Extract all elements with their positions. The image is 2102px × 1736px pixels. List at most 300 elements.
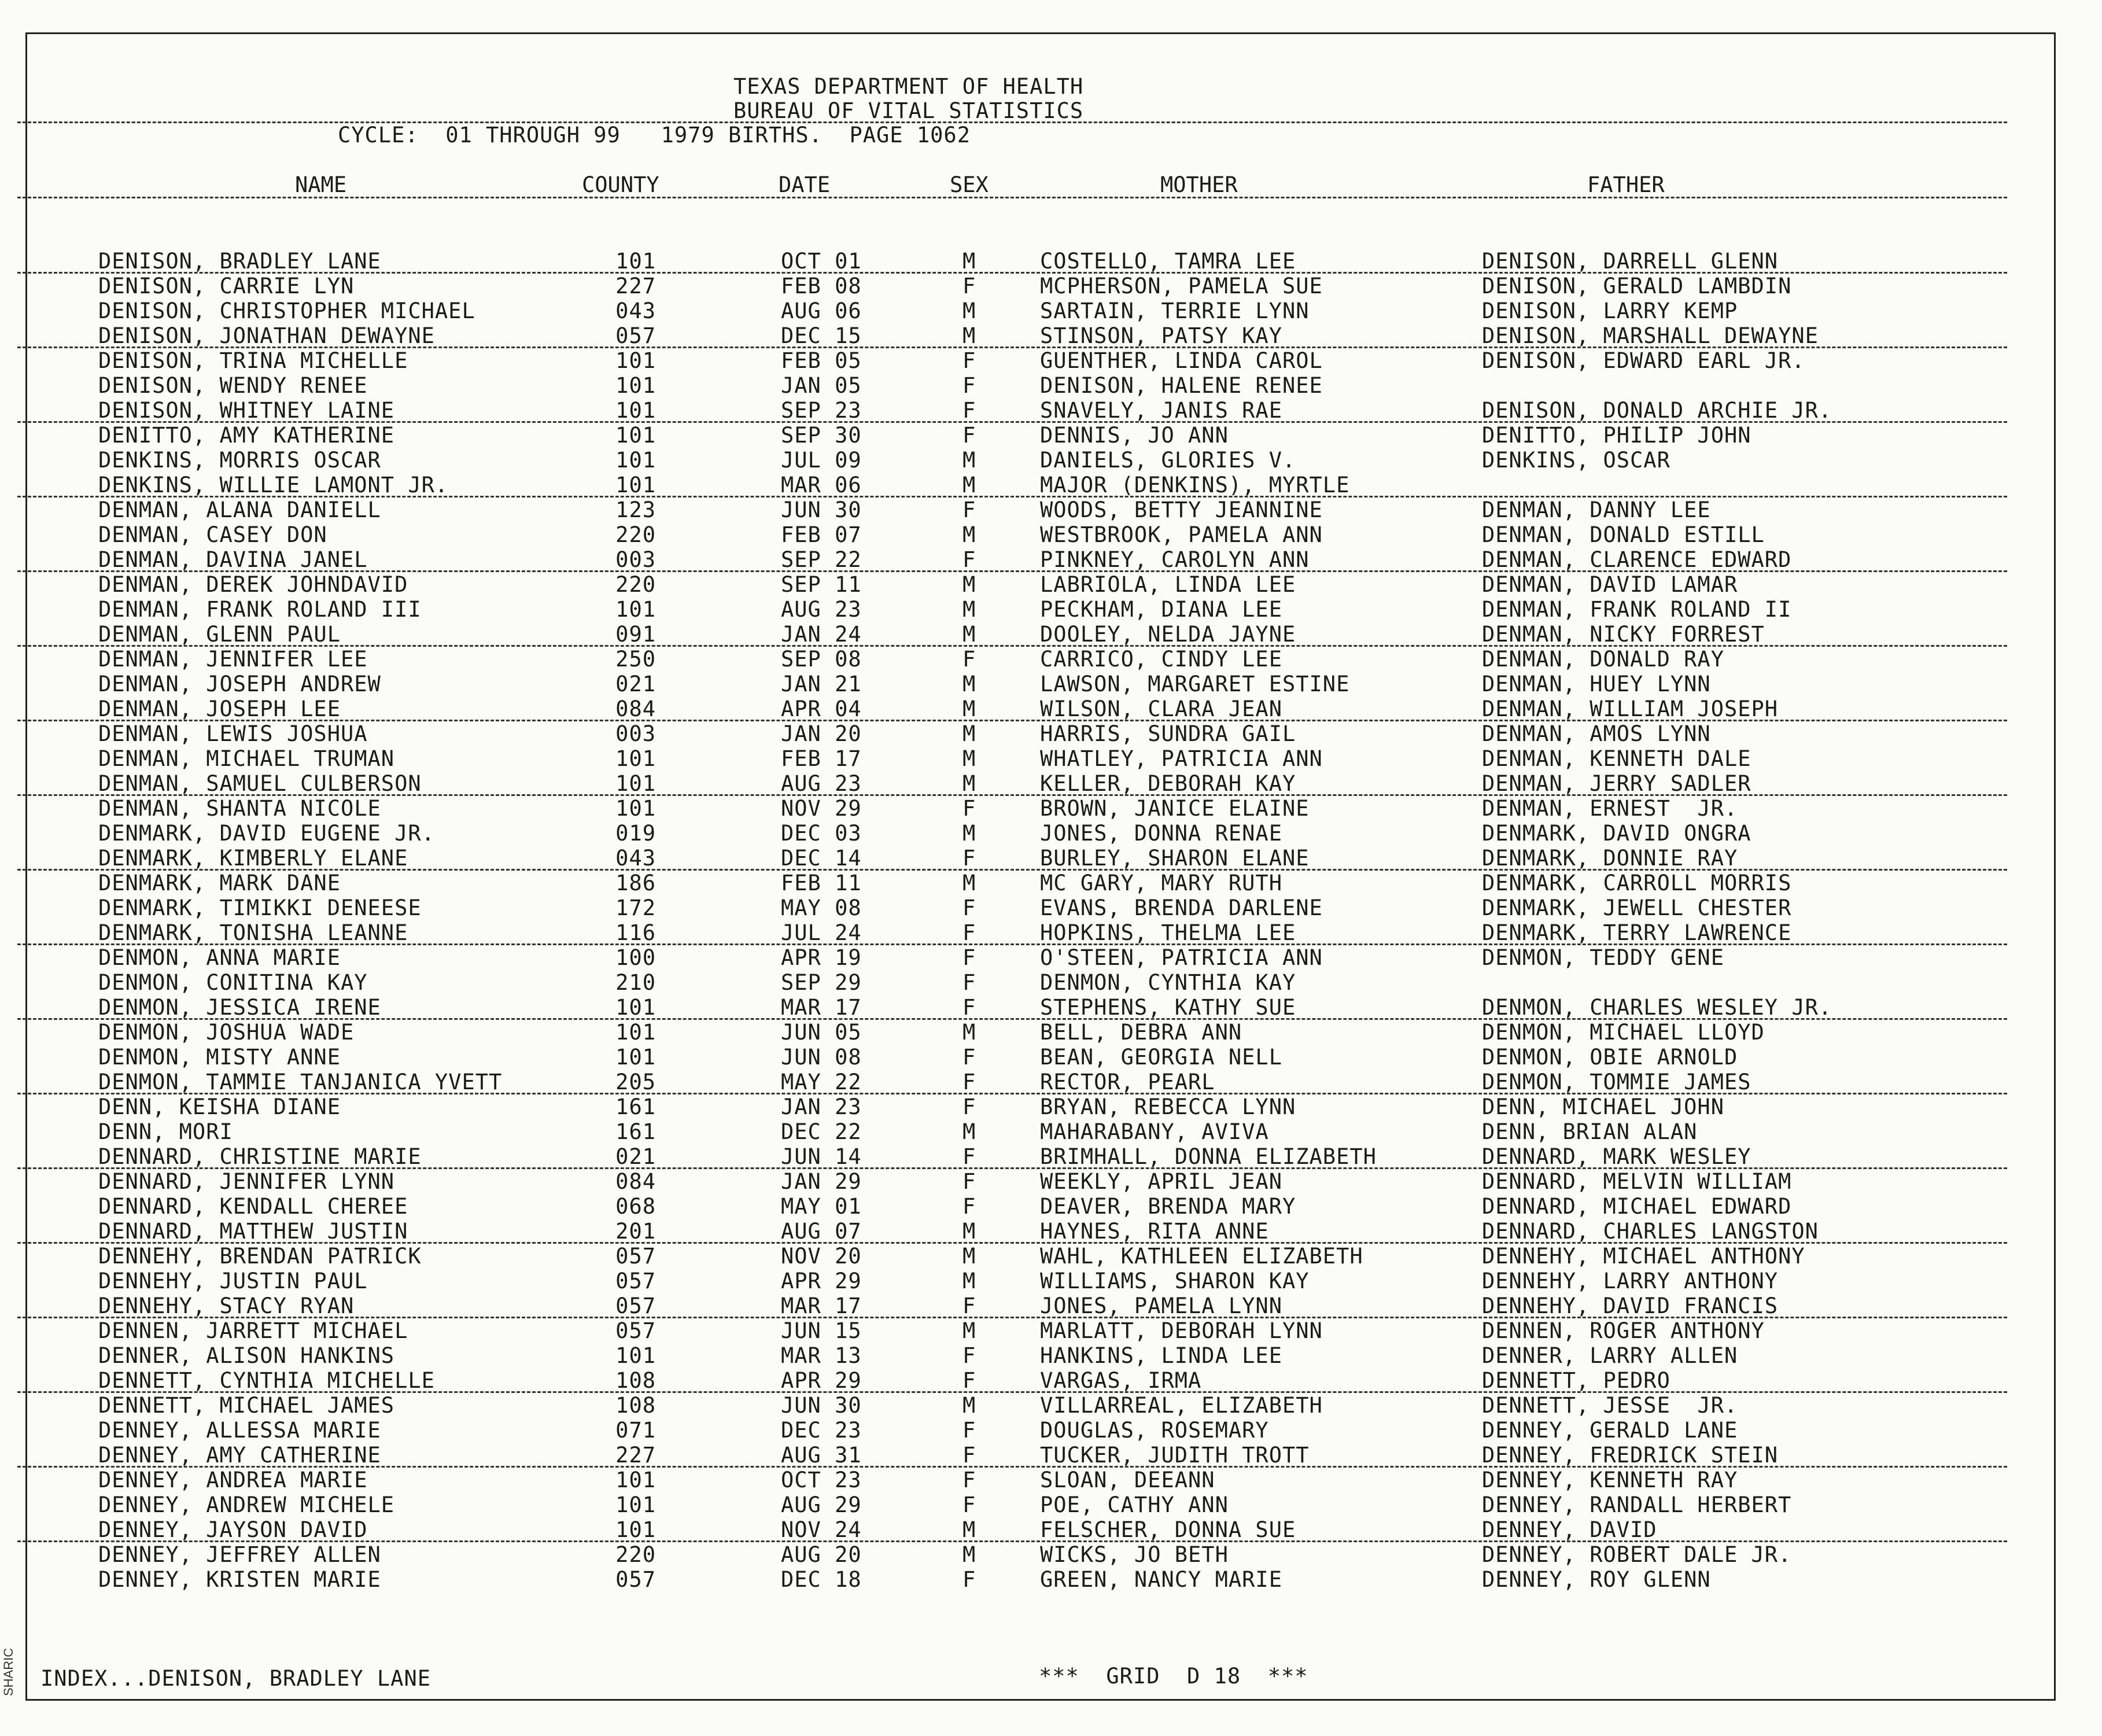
cell-father: DENNEY, GERALD LANE bbox=[1482, 1418, 1738, 1443]
cell-mother: DOUGLAS, ROSEMARY bbox=[1040, 1418, 1269, 1443]
cell-date: SEP 29 bbox=[781, 970, 862, 995]
cell-father: DENNER, LARRY ALLEN bbox=[1482, 1343, 1738, 1368]
table-row bbox=[0, 597, 2024, 622]
column-header-name: NAME bbox=[295, 172, 347, 197]
cell-father: DENISON, MARSHALL DEWAYNE bbox=[1482, 323, 1819, 348]
cell-county: 227 bbox=[615, 274, 656, 298]
cell-name: DENN, KEISHA DIANE bbox=[98, 1094, 341, 1119]
cell-mother: JONES, PAMELA LYNN bbox=[1040, 1293, 1282, 1318]
cell-county: 220 bbox=[615, 1542, 656, 1567]
cell-sex: M bbox=[963, 1244, 976, 1269]
cell-name: DENNEY, AMY CATHERINE bbox=[98, 1443, 381, 1468]
cell-mother: SLOAN, DEEANN bbox=[1040, 1468, 1215, 1492]
cell-sex: F bbox=[963, 274, 976, 298]
table-row bbox=[0, 1318, 2024, 1343]
cell-date: NOV 29 bbox=[781, 796, 862, 821]
cell-mother: SNAVELY, JANIS RAE bbox=[1040, 398, 1282, 423]
cell-father: DENNEY, ROBERT DALE JR. bbox=[1482, 1542, 1792, 1567]
cell-father: DENMARK, TERRY LAWRENCE bbox=[1482, 920, 1792, 945]
cell-name: DENNEHY, STACY RYAN bbox=[98, 1293, 355, 1318]
table-row bbox=[0, 1443, 2024, 1468]
cell-county: 101 bbox=[615, 373, 656, 398]
cell-date: AUG 20 bbox=[781, 1542, 862, 1567]
column-header-mother: MOTHER bbox=[1160, 172, 1238, 197]
table-row bbox=[0, 1094, 2024, 1119]
cell-father: DENNEN, ROGER ANTHONY bbox=[1482, 1318, 1765, 1343]
cell-sex: M bbox=[963, 597, 976, 622]
cell-sex: F bbox=[963, 1567, 976, 1592]
cell-county: 101 bbox=[615, 1468, 656, 1492]
table-row bbox=[0, 1368, 2024, 1393]
cell-mother: WOODS, BETTY JEANNINE bbox=[1040, 497, 1323, 522]
cell-sex: F bbox=[963, 1293, 976, 1318]
table-row bbox=[0, 647, 2024, 672]
cell-date: DEC 18 bbox=[781, 1567, 862, 1592]
margin-stamp: SHARIC bbox=[1, 1647, 16, 1696]
cell-name: DENMARK, MARK DANE bbox=[98, 871, 341, 895]
table-row bbox=[0, 895, 2024, 920]
cell-father: DENISON, DONALD ARCHIE JR. bbox=[1482, 398, 1832, 423]
cell-date: JUN 08 bbox=[781, 1045, 862, 1070]
table-row bbox=[0, 696, 2024, 721]
table-row bbox=[0, 1293, 2024, 1318]
cell-name: DENNEY, KRISTEN MARIE bbox=[98, 1567, 381, 1592]
cell-sex: M bbox=[963, 672, 976, 696]
cell-date: AUG 06 bbox=[781, 298, 862, 323]
cell-date: MAY 01 bbox=[781, 1194, 862, 1219]
table-row bbox=[0, 796, 2024, 821]
table-row bbox=[0, 572, 2024, 597]
cell-county: 101 bbox=[615, 746, 656, 771]
cell-county: 057 bbox=[615, 1293, 656, 1318]
table-row bbox=[0, 871, 2024, 895]
cell-date: FEB 08 bbox=[781, 274, 862, 298]
cell-mother: DENISON, HALENE RENEE bbox=[1040, 373, 1323, 398]
cell-date: JUN 14 bbox=[781, 1144, 862, 1169]
cell-mother: RECTOR, PEARL bbox=[1040, 1070, 1215, 1094]
cell-mother: HANKINS, LINDA LEE bbox=[1040, 1343, 1282, 1368]
cell-county: 101 bbox=[615, 1517, 656, 1542]
cell-name: DENNEY, JAYSON DAVID bbox=[98, 1517, 368, 1542]
cell-county: 101 bbox=[615, 423, 656, 448]
cell-date: MAR 13 bbox=[781, 1343, 862, 1368]
table-row bbox=[0, 448, 2024, 473]
cell-father: DENMAN, AMOS LYNN bbox=[1482, 721, 1711, 746]
report-cycle: CYCLE: 01 THROUGH 99 1979 BIRTHS. PAGE 1062 bbox=[338, 123, 971, 148]
cell-mother: MAJOR (DENKINS), MYRTLE bbox=[1040, 473, 1350, 497]
cell-sex: M bbox=[963, 323, 976, 348]
cell-date: SEP 30 bbox=[781, 423, 862, 448]
cell-sex: M bbox=[963, 448, 976, 473]
cell-name: DENMON, TAMMIE TANJANICA YVETT bbox=[98, 1070, 503, 1094]
cell-sex: M bbox=[963, 572, 976, 597]
cell-father: DENNEHY, DAVID FRANCIS bbox=[1482, 1293, 1779, 1318]
cell-sex: F bbox=[963, 945, 976, 970]
cell-name: DENNEY, ANDREA MARIE bbox=[98, 1468, 368, 1492]
cell-date: JUN 30 bbox=[781, 1393, 862, 1418]
cell-mother: KELLER, DEBORAH KAY bbox=[1040, 771, 1296, 796]
report-title-line2: BUREAU OF VITAL STATISTICS bbox=[733, 98, 1084, 123]
cell-sex: M bbox=[963, 298, 976, 323]
cell-date: AUG 07 bbox=[781, 1219, 862, 1244]
table-row bbox=[0, 1492, 2024, 1517]
cell-mother: VARGAS, IRMA bbox=[1040, 1368, 1202, 1393]
cell-mother: WAHL, KATHLEEN ELIZABETH bbox=[1040, 1244, 1363, 1269]
cell-name: DENNEHY, BRENDAN PATRICK bbox=[98, 1244, 422, 1269]
cell-name: DENN, MORI bbox=[98, 1119, 233, 1144]
cell-name: DENNEY, ALLESSA MARIE bbox=[98, 1418, 381, 1443]
cell-sex: F bbox=[963, 995, 976, 1020]
table-row bbox=[0, 274, 2024, 298]
table-row bbox=[0, 1169, 2024, 1194]
cell-name: DENNARD, CHRISTINE MARIE bbox=[98, 1144, 422, 1169]
cell-name: DENMON, ANNA MARIE bbox=[98, 945, 341, 970]
cell-mother: BROWN, JANICE ELAINE bbox=[1040, 796, 1310, 821]
cell-mother: JONES, DONNA RENAE bbox=[1040, 821, 1282, 846]
cell-mother: COSTELLO, TAMRA LEE bbox=[1040, 249, 1296, 274]
cell-county: 101 bbox=[615, 771, 656, 796]
cell-mother: BELL, DEBRA ANN bbox=[1040, 1020, 1242, 1045]
cell-mother: MC GARY, MARY RUTH bbox=[1040, 871, 1282, 895]
cell-father: DENMAN, HUEY LYNN bbox=[1482, 672, 1711, 696]
cell-name: DENITTO, AMY KATHERINE bbox=[98, 423, 395, 448]
cell-county: 043 bbox=[615, 846, 656, 871]
cell-father: DENMON, CHARLES WESLEY JR. bbox=[1482, 995, 1832, 1020]
cell-county: 250 bbox=[615, 647, 656, 672]
cell-father: DENMAN, DANNY LEE bbox=[1482, 497, 1711, 522]
cell-father: DENMARK, DAVID ONGRA bbox=[1482, 821, 1751, 846]
cell-sex: M bbox=[963, 1020, 976, 1045]
cell-county: 084 bbox=[615, 696, 656, 721]
cell-father: DENMON, TOMMIE JAMES bbox=[1482, 1070, 1751, 1094]
cell-name: DENNEY, ANDREW MICHELE bbox=[98, 1492, 395, 1517]
table-row bbox=[0, 1269, 2024, 1293]
cell-date: JAN 05 bbox=[781, 373, 862, 398]
table-row bbox=[0, 1343, 2024, 1368]
cell-sex: F bbox=[963, 1070, 976, 1094]
table-row bbox=[0, 497, 2024, 522]
cell-mother: MCPHERSON, PAMELA SUE bbox=[1040, 274, 1323, 298]
cell-name: DENISON, JONATHAN DEWAYNE bbox=[98, 323, 435, 348]
cell-name: DENMAN, DAVINA JANEL bbox=[98, 547, 368, 572]
table-row bbox=[0, 1517, 2024, 1542]
cell-father: DENMON, TEDDY GENE bbox=[1482, 945, 1724, 970]
cell-sex: M bbox=[963, 746, 976, 771]
cell-county: 057 bbox=[615, 1269, 656, 1293]
cell-sex: F bbox=[963, 920, 976, 945]
cell-mother: WEEKLY, APRIL JEAN bbox=[1040, 1169, 1282, 1194]
cell-father: DENISON, EDWARD EARL JR. bbox=[1482, 348, 1805, 373]
cell-father: DENISON, LARRY KEMP bbox=[1482, 298, 1738, 323]
cell-sex: M bbox=[963, 771, 976, 796]
cell-name: DENMON, JOSHUA WADE bbox=[98, 1020, 355, 1045]
cell-county: 101 bbox=[615, 1492, 656, 1517]
cell-name: DENKINS, WILLIE LAMONT JR. bbox=[98, 473, 449, 497]
cell-father: DENNEHY, LARRY ANTHONY bbox=[1482, 1269, 1779, 1293]
cell-father: DENISON, DARRELL GLENN bbox=[1482, 249, 1779, 274]
cell-date: DEC 14 bbox=[781, 846, 862, 871]
cell-sex: M bbox=[963, 696, 976, 721]
cell-name: DENMAN, LEWIS JOSHUA bbox=[98, 721, 368, 746]
table-row bbox=[0, 1194, 2024, 1219]
divider bbox=[17, 197, 2007, 198]
cell-name: DENMAN, GLENN PAUL bbox=[98, 622, 341, 647]
cell-mother: DEAVER, BRENDA MARY bbox=[1040, 1194, 1296, 1219]
cell-county: 084 bbox=[615, 1169, 656, 1194]
cell-name: DENMAN, SAMUEL CULBERSON bbox=[98, 771, 422, 796]
cell-father: DENMAN, DONALD ESTILL bbox=[1482, 522, 1765, 547]
cell-father: DENKINS, OSCAR bbox=[1482, 448, 1670, 473]
cell-sex: F bbox=[963, 1418, 976, 1443]
cell-county: 021 bbox=[615, 1144, 656, 1169]
cell-mother: O'STEEN, PATRICIA ANN bbox=[1040, 945, 1323, 970]
cell-mother: LABRIOLA, LINDA LEE bbox=[1040, 572, 1296, 597]
cell-name: DENKINS, MORRIS OSCAR bbox=[98, 448, 381, 473]
table-row bbox=[0, 1045, 2024, 1070]
cell-name: DENMAN, FRANK ROLAND III bbox=[98, 597, 422, 622]
cell-name: DENISON, WHITNEY LAINE bbox=[98, 398, 395, 423]
cell-sex: F bbox=[963, 846, 976, 871]
cell-county: 091 bbox=[615, 622, 656, 647]
cell-mother: MAHARABANY, AVIVA bbox=[1040, 1119, 1269, 1144]
cell-date: FEB 17 bbox=[781, 746, 862, 771]
cell-date: DEC 15 bbox=[781, 323, 862, 348]
cell-sex: F bbox=[963, 1144, 976, 1169]
cell-date: APR 19 bbox=[781, 945, 862, 970]
cell-name: DENISON, CARRIE LYN bbox=[98, 274, 355, 298]
cell-county: 101 bbox=[615, 249, 656, 274]
cell-father: DENNARD, CHARLES LANGSTON bbox=[1482, 1219, 1819, 1244]
cell-sex: F bbox=[963, 348, 976, 373]
cell-county: 019 bbox=[615, 821, 656, 846]
cell-name: DENMON, CONITINA KAY bbox=[98, 970, 368, 995]
cell-date: FEB 05 bbox=[781, 348, 862, 373]
cell-date: AUG 29 bbox=[781, 1492, 862, 1517]
cell-sex: F bbox=[963, 1468, 976, 1492]
cell-date: MAR 06 bbox=[781, 473, 862, 497]
cell-sex: M bbox=[963, 1119, 976, 1144]
cell-name: DENMAN, JOSEPH ANDREW bbox=[98, 672, 381, 696]
cell-sex: M bbox=[963, 622, 976, 647]
cell-mother: STINSON, PATSY KAY bbox=[1040, 323, 1282, 348]
column-header-date: DATE bbox=[779, 172, 831, 197]
cell-date: APR 29 bbox=[781, 1368, 862, 1393]
cell-county: 101 bbox=[615, 1045, 656, 1070]
cell-mother: STEPHENS, KATHY SUE bbox=[1040, 995, 1296, 1020]
cell-sex: F bbox=[963, 1194, 976, 1219]
divider bbox=[17, 121, 2007, 123]
cell-sex: F bbox=[963, 423, 976, 448]
cell-name: DENISON, TRINA MICHELLE bbox=[98, 348, 408, 373]
cell-county: 205 bbox=[615, 1070, 656, 1094]
cell-father: DENNEY, DAVID bbox=[1482, 1517, 1657, 1542]
cell-father: DENMAN, ERNEST JR. bbox=[1482, 796, 1738, 821]
cell-sex: F bbox=[963, 398, 976, 423]
cell-name: DENMAN, JOSEPH LEE bbox=[98, 696, 341, 721]
cell-name: DENMARK, DAVID EUGENE JR. bbox=[98, 821, 435, 846]
cell-father: DENMAN, FRANK ROLAND II bbox=[1482, 597, 1792, 622]
cell-county: 108 bbox=[615, 1368, 656, 1393]
cell-county: 003 bbox=[615, 547, 656, 572]
cell-county: 057 bbox=[615, 1318, 656, 1343]
cell-father: DENNARD, MICHAEL EDWARD bbox=[1482, 1194, 1792, 1219]
cell-name: DENMARK, KIMBERLY ELANE bbox=[98, 846, 408, 871]
footer-index: INDEX...DENISON, BRADLEY LANE bbox=[40, 1666, 432, 1691]
cell-father: DENMARK, DONNIE RAY bbox=[1482, 846, 1738, 871]
cell-county: 021 bbox=[615, 672, 656, 696]
cell-date: JUN 15 bbox=[781, 1318, 862, 1343]
cell-father: DENMAN, KENNETH DALE bbox=[1482, 746, 1751, 771]
cell-father: DENMAN, NICKY FORREST bbox=[1482, 622, 1765, 647]
cell-father: DENNEY, FREDRICK STEIN bbox=[1482, 1443, 1779, 1468]
cell-sex: M bbox=[963, 1219, 976, 1244]
cell-sex: M bbox=[963, 1269, 976, 1293]
cell-date: DEC 03 bbox=[781, 821, 862, 846]
cell-date: JUL 24 bbox=[781, 920, 862, 945]
column-header-county: COUNTY bbox=[582, 172, 659, 197]
cell-mother: HOPKINS, THELMA LEE bbox=[1040, 920, 1296, 945]
table-row bbox=[0, 1020, 2024, 1045]
cell-mother: SARTAIN, TERRIE LYNN bbox=[1040, 298, 1310, 323]
cell-mother: GREEN, NANCY MARIE bbox=[1040, 1567, 1282, 1592]
cell-county: 108 bbox=[615, 1393, 656, 1418]
cell-sex: M bbox=[963, 721, 976, 746]
cell-father: DENMAN, JERRY SADLER bbox=[1482, 771, 1751, 796]
cell-date: SEP 23 bbox=[781, 398, 862, 423]
cell-name: DENNEN, JARRETT MICHAEL bbox=[98, 1318, 408, 1343]
cell-father: DENNETT, JESSE JR. bbox=[1482, 1393, 1738, 1418]
cell-date: SEP 22 bbox=[781, 547, 862, 572]
cell-sex: F bbox=[963, 1443, 976, 1468]
cell-date: NOV 24 bbox=[781, 1517, 862, 1542]
table-row bbox=[0, 1542, 2024, 1567]
cell-sex: M bbox=[963, 1393, 976, 1418]
table-row bbox=[0, 945, 2024, 970]
cell-father: DENMON, OBIE ARNOLD bbox=[1482, 1045, 1738, 1070]
table-row bbox=[0, 373, 2024, 398]
table-row bbox=[0, 771, 2024, 796]
cell-father: DENMON, MICHAEL LLOYD bbox=[1482, 1020, 1765, 1045]
table-row bbox=[0, 1144, 2024, 1169]
table-row bbox=[0, 1468, 2024, 1492]
footer-grid: *** GRID D 18 *** bbox=[1039, 1664, 1308, 1689]
cell-sex: F bbox=[963, 1169, 976, 1194]
cell-county: 101 bbox=[615, 398, 656, 423]
cell-name: DENMON, JESSICA IRENE bbox=[98, 995, 381, 1020]
cell-sex: F bbox=[963, 1045, 976, 1070]
cell-father: DENNETT, PEDRO bbox=[1482, 1368, 1670, 1393]
cell-mother: WHATLEY, PATRICIA ANN bbox=[1040, 746, 1323, 771]
table-row bbox=[0, 970, 2024, 995]
cell-county: 057 bbox=[615, 1567, 656, 1592]
cell-sex: M bbox=[963, 871, 976, 895]
cell-date: OCT 23 bbox=[781, 1468, 862, 1492]
table-row bbox=[0, 298, 2024, 323]
cell-date: JAN 24 bbox=[781, 622, 862, 647]
cell-mother: HARRIS, SUNDRA GAIL bbox=[1040, 721, 1296, 746]
cell-mother: BRYAN, REBECCA LYNN bbox=[1040, 1094, 1296, 1119]
cell-county: 210 bbox=[615, 970, 656, 995]
report-title-line1: TEXAS DEPARTMENT OF HEALTH bbox=[733, 74, 1084, 99]
cell-county: 101 bbox=[615, 1020, 656, 1045]
cell-county: 101 bbox=[615, 348, 656, 373]
cell-date: FEB 07 bbox=[781, 522, 862, 547]
table-row bbox=[0, 1244, 2024, 1269]
cell-name: DENISON, BRADLEY LANE bbox=[98, 249, 381, 274]
cell-mother: DENNIS, JO ANN bbox=[1040, 423, 1229, 448]
cell-mother: WILLIAMS, SHARON KAY bbox=[1040, 1269, 1310, 1293]
cell-mother: DENMON, CYNTHIA KAY bbox=[1040, 970, 1296, 995]
cell-sex: F bbox=[963, 796, 976, 821]
cell-date: APR 04 bbox=[781, 696, 862, 721]
cell-name: DENNER, ALISON HANKINS bbox=[98, 1343, 395, 1368]
cell-sex: F bbox=[963, 970, 976, 995]
cell-mother: GUENTHER, LINDA CAROL bbox=[1040, 348, 1323, 373]
cell-date: JAN 20 bbox=[781, 721, 862, 746]
cell-sex: F bbox=[963, 1368, 976, 1393]
table-row bbox=[0, 1070, 2024, 1094]
table-row bbox=[0, 473, 2024, 497]
cell-father: DENMAN, WILLIAM JOSEPH bbox=[1482, 696, 1779, 721]
cell-county: 161 bbox=[615, 1094, 656, 1119]
cell-mother: MARLATT, DEBORAH LYNN bbox=[1040, 1318, 1323, 1343]
cell-name: DENNARD, JENNIFER LYNN bbox=[98, 1169, 395, 1194]
cell-county: 116 bbox=[615, 920, 656, 945]
table-row bbox=[0, 1567, 2024, 1592]
cell-county: 201 bbox=[615, 1219, 656, 1244]
cell-sex: F bbox=[963, 373, 976, 398]
table-row bbox=[0, 1219, 2024, 1244]
cell-mother: PINKNEY, CAROLYN ANN bbox=[1040, 547, 1310, 572]
cell-county: 071 bbox=[615, 1418, 656, 1443]
cell-father: DENNEY, KENNETH RAY bbox=[1482, 1468, 1738, 1492]
cell-name: DENMON, MISTY ANNE bbox=[98, 1045, 341, 1070]
table-row bbox=[0, 1418, 2024, 1443]
cell-name: DENMAN, MICHAEL TRUMAN bbox=[98, 746, 395, 771]
table-row bbox=[0, 920, 2024, 945]
cell-name: DENMAN, ALANA DANIELL bbox=[98, 497, 381, 522]
cell-county: 123 bbox=[615, 497, 656, 522]
cell-date: MAR 17 bbox=[781, 1293, 862, 1318]
cell-county: 186 bbox=[615, 871, 656, 895]
cell-sex: F bbox=[963, 1492, 976, 1517]
cell-mother: WILSON, CLARA JEAN bbox=[1040, 696, 1282, 721]
cell-name: DENNARD, KENDALL CHEREE bbox=[98, 1194, 408, 1219]
cell-name: DENNEHY, JUSTIN PAUL bbox=[98, 1269, 368, 1293]
cell-mother: DANIELS, GLORIES V. bbox=[1040, 448, 1296, 473]
cell-county: 101 bbox=[615, 1343, 656, 1368]
cell-date: NOV 20 bbox=[781, 1244, 862, 1269]
cell-county: 101 bbox=[615, 796, 656, 821]
table-row bbox=[0, 423, 2024, 448]
cell-father: DENMAN, DAVID LAMAR bbox=[1482, 572, 1738, 597]
table-row bbox=[0, 721, 2024, 746]
cell-county: 101 bbox=[615, 448, 656, 473]
cell-name: DENMAN, DEREK JOHNDAVID bbox=[98, 572, 408, 597]
cell-sex: M bbox=[963, 1517, 976, 1542]
table-row bbox=[0, 1119, 2024, 1144]
cell-name: DENMAN, JENNIFER LEE bbox=[98, 647, 368, 672]
cell-sex: M bbox=[963, 821, 976, 846]
cell-county: 220 bbox=[615, 572, 656, 597]
cell-mother: CARRICO, CINDY LEE bbox=[1040, 647, 1282, 672]
cell-date: DEC 23 bbox=[781, 1418, 862, 1443]
table-row bbox=[0, 398, 2024, 423]
cell-mother: EVANS, BRENDA DARLENE bbox=[1040, 895, 1323, 920]
cell-sex: F bbox=[963, 895, 976, 920]
table-row bbox=[0, 348, 2024, 373]
cell-date: SEP 11 bbox=[781, 572, 862, 597]
